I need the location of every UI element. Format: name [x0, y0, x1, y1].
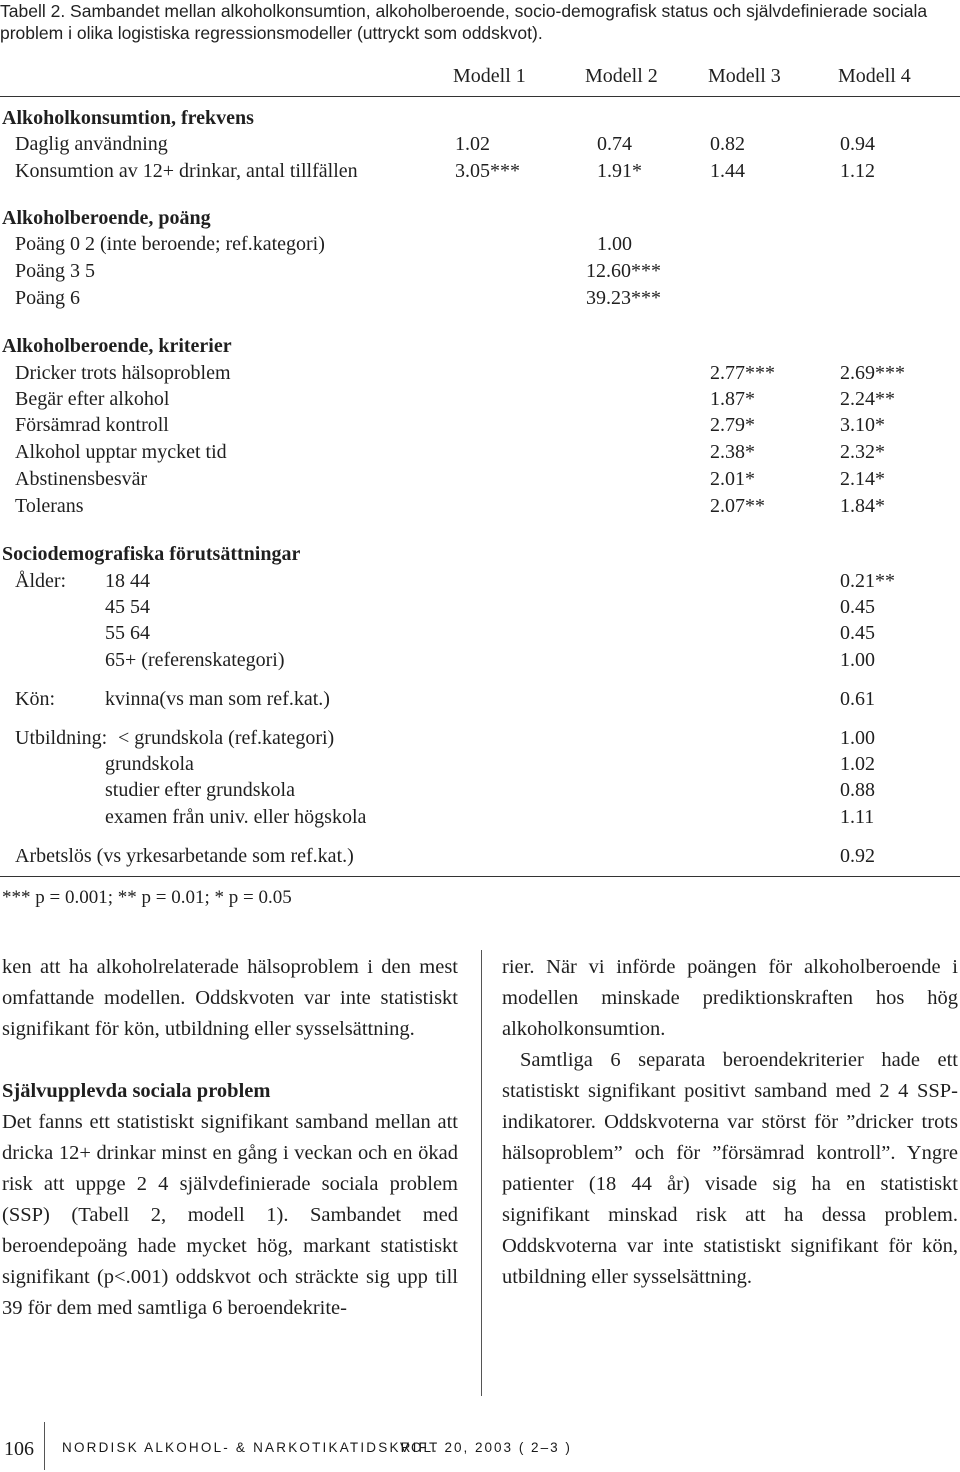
header-modell-1: Modell 1 — [453, 65, 526, 87]
table-footnote: *** p = 0.001; ** p = 0.01; * p = 0.05 — [2, 887, 292, 908]
cell-age-55-64-m4: 0.45 — [840, 622, 875, 644]
cell-twelve-plus-m3: 1.44 — [710, 160, 745, 182]
sex-label: Kön: — [15, 688, 55, 710]
cell-sex-m4: 0.61 — [840, 688, 875, 710]
row-label-score-6: Poäng 6 — [15, 287, 80, 309]
journal-volume: VOL. 20, 2003 ( 2–3 ) — [400, 1440, 572, 1455]
section-dependence-score: Alkoholberoende, poäng — [2, 207, 211, 229]
cell-age-18-44-m4: 0.21** — [840, 570, 895, 592]
cell-twelve-plus-m1: 3.05*** — [455, 160, 520, 182]
row-label-time: Alkohol upptar mycket tid — [15, 441, 227, 463]
cell-twelve-plus-m4: 1.12 — [840, 160, 875, 182]
age-label: Ålder: — [15, 570, 67, 592]
row-label-tolerance: Tolerans — [15, 495, 84, 517]
footer-divider — [44, 1422, 45, 1470]
header-modell-2: Modell 2 — [585, 65, 658, 87]
left-heading: Självupplevda sociala problem — [2, 1080, 271, 1102]
left-paragraph-2: Det fanns ett statistiskt signifikant samband mellan att dricka 12+ drinkar minst en gång i veckan och en ökad risk att uppge 2 4 självdefinierade sociala problem (SSP) (Tabell 2, modell 1). Sambandet med beroendepoäng hade mycket hög, markant statistiskt signifikant (p<.001) oddskvot och sträckte sig upp till 39 för dem med samtliga 6 beroendekrite- — [2, 1111, 458, 1319]
cell-edu-lt-m4: 1.00 — [840, 727, 875, 749]
cell-daily-m3: 0.82 — [710, 133, 745, 155]
cell-unemployed-m4: 0.92 — [840, 845, 875, 867]
section-dependence-criteria: Alkoholberoende, kriterier — [2, 335, 232, 357]
row-label-unemployed: Arbetslös (vs yrkesarbetande som ref.kat.) — [15, 845, 354, 867]
cell-health-m3: 2.77*** — [710, 362, 775, 384]
row-label-sex: kvinna(vs man som ref.kat.) — [105, 688, 330, 710]
cell-control-m3: 2.79* — [710, 414, 755, 436]
cell-edu-univ-m4: 1.11 — [840, 806, 875, 828]
row-label-age-45-54: 45 54 — [105, 596, 150, 618]
section-consumption: Alkoholkonsumtion, frekvens — [2, 107, 254, 129]
row-label-score-0-2: Poäng 0 2 (inte beroende; ref.kategori) — [15, 233, 325, 255]
right-column — [502, 952, 958, 1293]
cell-age-45-54-m4: 0.45 — [840, 596, 875, 618]
cell-score-6-m2: 39.23*** — [586, 287, 661, 309]
cell-control-m4: 3.10* — [840, 414, 885, 436]
edu-label: Utbildning: — [15, 727, 108, 749]
header-modell-4: Modell 4 — [838, 65, 911, 87]
section-sociodemo: Sociodemografiska förutsättningar — [2, 543, 301, 565]
page-number: 106 — [4, 1438, 34, 1460]
cell-craving-m4: 2.24** — [840, 388, 895, 410]
right-paragraph-1: rier. När vi införde poängen för alkoholberoende i modellen minskade prediktionskraften hos hög alkoholkonsumtion. — [502, 956, 958, 1040]
row-label-score-3-5: Poäng 3 5 — [15, 260, 95, 282]
row-label-daily: Daglig användning — [15, 133, 168, 155]
row-label-health: Dricker trots hälsoproblem — [15, 362, 231, 384]
cell-score-0-2-m2: 1.00 — [597, 233, 632, 255]
cell-age-65-m4: 1.00 — [840, 649, 875, 671]
right-paragraph-2: Samtliga 6 separata beroendekriterier hade ett statistiskt signifikant positivt samband med 2 4 SSP-indikatorer. Oddskvoterna var störst för ”dricker trots hälsoproblem” och för ”försämrad kontroll”. Yngre patienter (18 44 år) visade sig ha en statistiskt signifikant minskad risk att ha dessa problem. Oddskvoterna var inte statistiskt signifikant för kön, utbildning eller sysselsättning. — [502, 1049, 958, 1288]
journal-name: NORDISK ALKOHOL- & NARKOTIKATIDSKRIFT — [62, 1440, 440, 1455]
table-top-rule — [0, 96, 960, 97]
row-label-control: Försämrad kontroll — [15, 414, 169, 436]
table-bottom-rule — [0, 876, 960, 877]
cell-withdrawal-m3: 2.01* — [710, 468, 755, 490]
row-label-edu-univ: examen från univ. eller högskola — [105, 806, 367, 828]
cell-daily-m1: 1.02 — [455, 133, 490, 155]
cell-score-3-5-m2: 12.60*** — [586, 260, 661, 282]
row-label-craving: Begär efter alkohol — [15, 388, 170, 410]
row-label-age-65: 65+ (referenskategori) — [105, 649, 285, 671]
left-column — [2, 952, 458, 1324]
cell-withdrawal-m4: 2.14* — [840, 468, 885, 490]
column-divider — [481, 950, 482, 1396]
cell-daily-m4: 0.94 — [840, 133, 875, 155]
cell-daily-m2: 0.74 — [597, 133, 632, 155]
cell-tolerance-m3: 2.07** — [710, 495, 765, 517]
cell-edu-after-m4: 0.88 — [840, 779, 875, 801]
row-label-twelve-plus: Konsumtion av 12+ drinkar, antal tillfällen — [15, 160, 358, 182]
row-label-edu-lt: < grundskola (ref.kategori) — [118, 727, 335, 749]
left-paragraph-1: ken att ha alkoholrelaterade hälsoproblem i den mest omfattande modellen. Oddskvoten var inte statistiskt signifikant för kön, utbildning eller sysselsättning. — [2, 956, 458, 1040]
cell-time-m4: 2.32* — [840, 441, 885, 463]
cell-time-m3: 2.38* — [710, 441, 755, 463]
table-caption: Tabell 2. Sambandet mellan alkoholkonsumtion, alkoholberoende, socio-demografisk status och självdefinierade sociala problem i olika logistiska regressionsmodeller (uttryckt som oddskvot). — [0, 1, 928, 43]
row-label-age-55-64: 55 64 — [105, 622, 150, 644]
row-label-age-18-44: 18 44 — [105, 570, 150, 592]
cell-craving-m3: 1.87* — [710, 388, 755, 410]
cell-health-m4: 2.69*** — [840, 362, 905, 384]
cell-twelve-plus-m2: 1.91* — [597, 160, 642, 182]
row-label-edu-basic: grundskola — [105, 753, 194, 775]
header-modell-3: Modell 3 — [708, 65, 781, 87]
cell-edu-basic-m4: 1.02 — [840, 753, 875, 775]
row-label-withdrawal: Abstinensbesvär — [15, 468, 148, 490]
cell-tolerance-m4: 1.84* — [840, 495, 885, 517]
row-label-edu-after: studier efter grundskola — [105, 779, 295, 801]
